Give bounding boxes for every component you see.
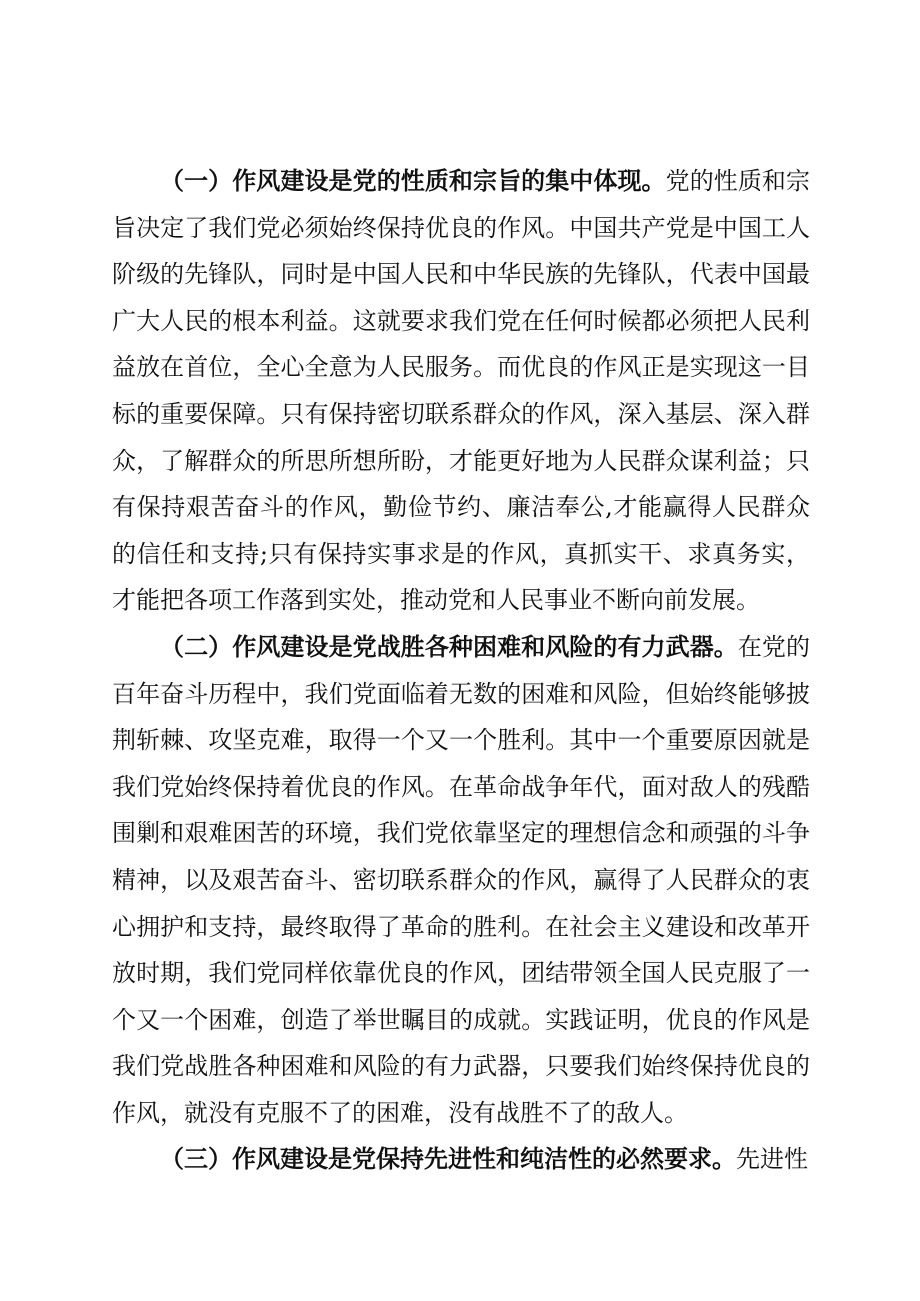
paragraph-3-text: 先进性 xyxy=(736,1145,808,1174)
paragraph-3-heading: （三）作风建设是党保持先进性和纯洁性的必然要求。 xyxy=(160,1145,736,1174)
paragraph-2-text: 在党的百年奋斗历程中，我们党面临着无数的困难和风险，但始终能够披荆斩棘、攻坚克难，取得一个又一个胜利。其中一个重要原因就是我们党始终保持着优良的作风。在革命战争年代，面对敌人的残酷围剿和艰难困苦的环境，我们党依靠坚定的理想信念和顽强的斗争精神，以及艰苦奋斗、密切联系群众的作风，赢得了人民群众的衷心拥护和支持，最终取得了革命的胜利。在社会主义建设和改革开放时期，我们党同样依靠优良的作风，团结带领全国人民克服了一个又一个困难，创造了举世瞩目的成就。实践证明，优良的作风是我们党战胜各种困难和风险的有力武器，只要我们始终保持优良的作风，就没有克服不了的困难，没有战胜不了的敌人。 xyxy=(112,632,811,1127)
paragraph-1-heading: （一）作风建设是党的性质和宗旨的集中体现。 xyxy=(160,167,666,195)
paragraph-2-heading: （二）作风建设是党战胜各种困难和风险的有力武器。 xyxy=(160,632,738,661)
paragraph-3 xyxy=(112,1136,810,1183)
paragraph-1 xyxy=(112,158,810,624)
document-body xyxy=(112,158,810,1183)
paragraph-2 xyxy=(112,624,810,1137)
paragraph-1-text: 党的性质和宗旨决定了我们党必须始终保持优良的作风。中国共产党是中国工人阶级的先锋队，同时是中国人民和中华民族的先锋队，代表中国最广大人民的根本利益。这就要求我们党在任何时候都必须把人民利益放在首位，全心全意为人民服务。而优良的作风正是实现这一目标的重要保障。只有保持密切联系群众的作风，深入基层、深入群众，了解群众的所思所想所盼，才能更好地为人民群众谋利益；只有保持艰苦奋斗的作风，勤俭节约、廉洁奉公,才能赢得人民群众的信任和支持;只有保持实事求是的作风，真抓实干、求真务实，才能把各项工作落到实处，推动党和人民事业不断向前发展。 xyxy=(112,167,811,615)
